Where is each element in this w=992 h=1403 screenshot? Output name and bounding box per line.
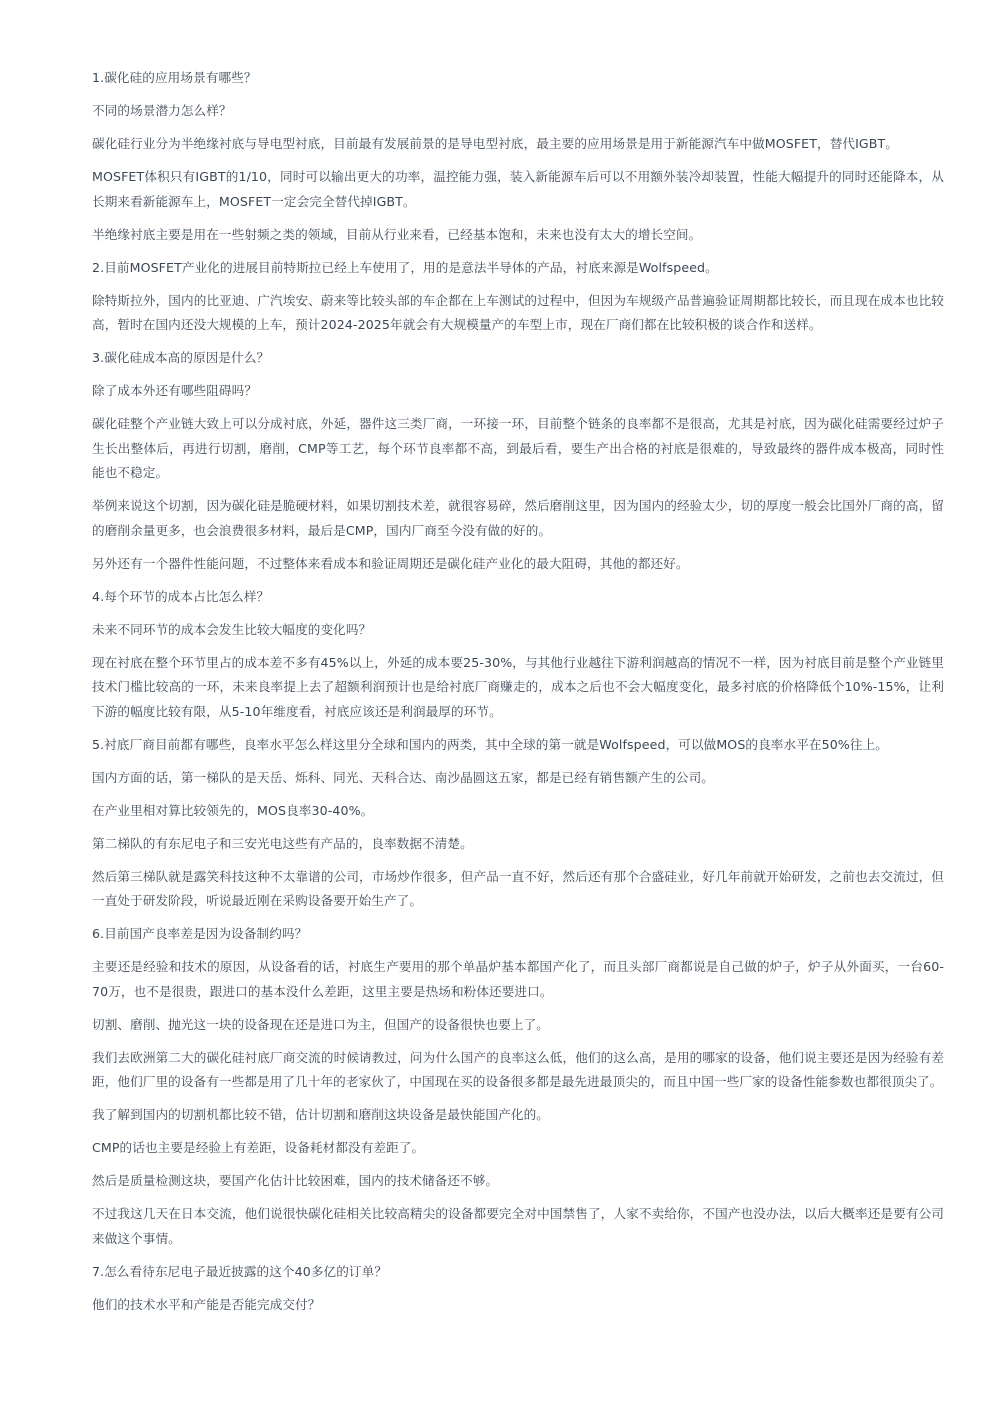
paragraph: 我了解到国内的切割机都比较不错，估计切割和磨削这块设备是最快能国产化的。 <box>92 1107 549 1122</box>
paragraph: 切割、磨削、抛光这一块的设备现在还是进口为主，但国产的设备很快也要上了。 <box>92 1016 549 1032</box>
paragraph: 主要还是经验和技术的原因，从设备看的话，衬底生产要用的那个单晶炉基本都国产化了，而且头部厂商都说是自己做的炉子，炉子从外面买，一台60-70万，也不是很贵，跟进口的基本没什么差距，这里主要是热场和粉体还要进口。 <box>92 959 944 999</box>
paragraph: 碳化硅行业分为半绝缘衬底与导电型衬底，目前最有发展前景的是导电型衬底，最主要的应用场景是用于新能源汽车中做MOSFET，替代IGBT。 <box>92 136 899 151</box>
paragraph: 第二梯队的有东尼电子和三安光电这些有产品的，良率数据不清楚。 <box>92 835 473 851</box>
paragraph: 我们去欧洲第二大的碳化硅衬底厂商交流的时候请教过，问为什么国产的良率这么低，他们的这么高，是用的哪家的设备，他们说主要还是因为经验有差距，他们厂里的设备有一些都是用了几十年的老家伙了，中国现在买的设备很多都是最先进最顶尖的，而且中国一些厂家的设备性能参数也都很顶尖了。 <box>92 1049 944 1089</box>
paragraph: 4.每个环节的成本占比怎么样？ <box>92 588 270 604</box>
paragraph: 然后是质量检测这块，要国产化估计比较困难，国内的技术储备还不够。 <box>92 1173 499 1188</box>
paragraph: 除了成本外还有哪些阻碍吗？ <box>92 383 258 398</box>
paragraph: 举例来说这个切割，因为碳化硅是脆硬材料，如果切割技术差，就很容易碎，然后磨削这里，因为国内的经验太少，切的厚度一般会比国外厂商的高，留的磨削余量更多，也会浪费很多材料，最后是CMP，国内厂商至今没有做的好的。 <box>92 498 944 538</box>
paragraph: 国内方面的话，第一梯队的是天岳、烁科、同光、天科合达、南沙晶圆这五家，都是已经有销售额产生的公司。 <box>92 769 714 785</box>
paragraph: CMP的话也主要是经验上有差距，设备耗材都没有差距了。 <box>92 1140 425 1155</box>
paragraph: 未来不同环节的成本会发生比较大幅度的变化吗？ <box>92 621 372 637</box>
paragraph: 然后第三梯队就是露笑科技这种不太靠谱的公司，市场炒作很多，但产品一直不好，然后还有那个合盛硅业，好几年前就开始研发，之前也去交流过，但一直处于研发阶段，听说最近刚在采购设备要开始生产了。 <box>92 868 944 908</box>
paragraph: 现在衬底在整个环节里占的成本差不多有45%以上，外延的成本要25-30%，与其他行业越往下游利润越高的情况不一样，因为衬底目前是整个产业链里技术门槛比较高的一环，未来良率提上去了超额利润预计也是给衬底厂商赚走的，成本之后也不会大幅度变化，最多衬底的价格降低个10%-15%，让利下游的幅度比较有限，从5-10年维度看，衬底应该还是利润最厚的环节。 <box>92 654 944 719</box>
paragraph: 另外还有一个器件性能问题，不过整体来看成本和验证周期还是碳化硅产业化的最大阻碍，其他的都还好。 <box>92 555 689 571</box>
paragraph: 碳化硅整个产业链大致上可以分成衬底，外延，器件这三类厂商，一环接一环，目前整个链条的良率都不是很高，尤其是衬底，因为碳化硅需要经过炉子生长出整体后，再进行切割，磨削，CMP等工艺，每个环节良率都不高，到最后看，要生产出合格的衬底是很难的，导致最终的器件成本极高，同时性能也不稳定。 <box>92 416 944 480</box>
paragraph: 5.衬底厂商目前都有哪些，良率水平怎么样这里分全球和国内的两类，其中全球的第一就是Wolfspeed，可以做MOS的良率水平在50%往上。 <box>92 736 888 752</box>
paragraph: 不同的场景潜力怎么样？ <box>92 103 232 118</box>
paragraph: 2.目前MOSFET产业化的进展目前特斯拉已经上车使用了，用的是意法半导体的产品，衬底来源是Wolfspeed。 <box>92 259 718 275</box>
paragraph: 他们的技术水平和产能是否能完成交付？ <box>92 1296 321 1312</box>
paragraph: 3.碳化硅成本高的原因是什么？ <box>92 350 270 365</box>
paragraph: MOSFET体积只有IGBT的1/10，同时可以输出更大的功率，温控能力强，装入新能源车后可以不用额外装冷却装置，性能大幅提升的同时还能降本，从长期来看新能源车上，MOSFET一定会完全替代掉IGBT。 <box>92 169 944 209</box>
document-body <box>92 66 944 1326</box>
paragraph: 在产业里相对算比较领先的，MOS良率30-40%。 <box>92 802 374 818</box>
paragraph: 6.目前国产良率差是因为设备制约吗？ <box>92 926 308 941</box>
paragraph: 除特斯拉外，国内的比亚迪、广汽埃安、蔚来等比较头部的车企都在上车测试的过程中，但因为车规级产品普遍验证周期都比较长，而且现在成本也比较高，暂时在国内还没大规模的上车，预计2024-2025年就会有大规模量产的车型上市，现在厂商们都在比较积极的谈合作和送样。 <box>92 292 944 332</box>
paragraph: 半绝缘衬底主要是用在一些射频之类的领域，目前从行业来看，已经基本饱和，未来也没有太大的增长空间。 <box>92 226 702 242</box>
paragraph: 不过我这几天在日本交流，他们说很快碳化硅相关比较高精尖的设备都要完全对中国禁售了，人家不卖给你，不国产也没办法，以后大概率还是要有公司来做这个事情。 <box>92 1206 944 1246</box>
paragraph: 1.碳化硅的应用场景有哪些？ <box>92 70 257 85</box>
paragraph: 7.怎么看待东尼电子最近披露的这个40多亿的订单？ <box>92 1263 388 1279</box>
